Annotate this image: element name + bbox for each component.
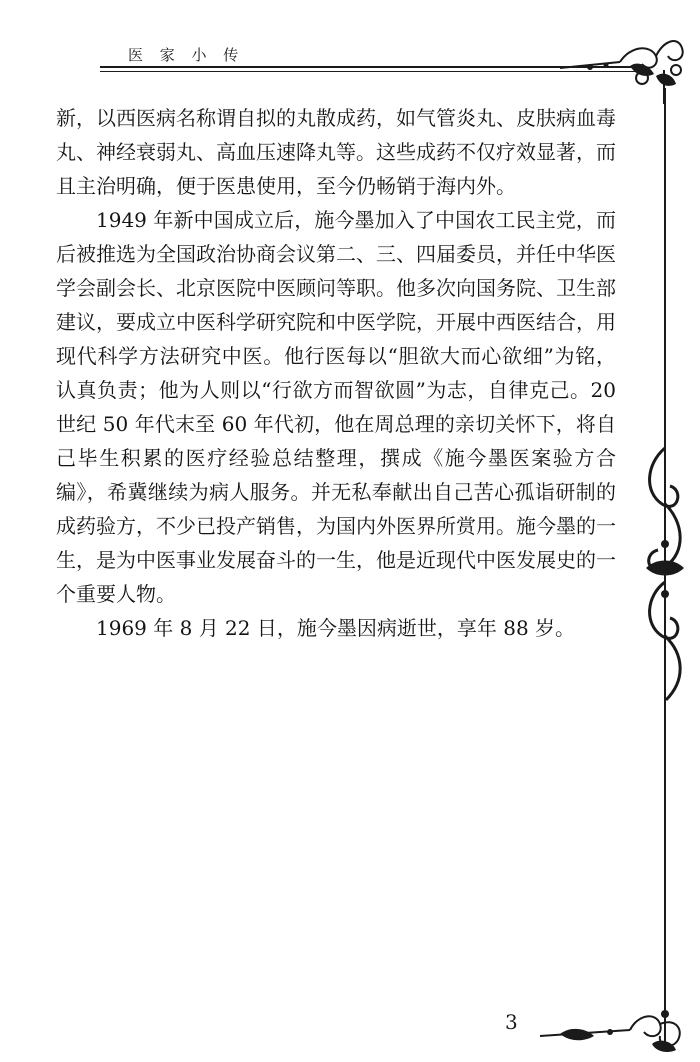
paragraph: 1949 年新中国成立后，施今墨加入了中国农工民主党，而后被推选为全国政治协商会议第二、三、四届委员，并任中华医学会副会长、北京医院中医顾问等职。他多次向国务院、卫生部建议，要成立中医科学研究院和中医学院，开展中西医结合，用现代科学方法研究中医。他行医每以“胆欲大而心欲细”为铭，认真负责；他为人则以“行欲方而智欲圆”为志，自律克己。20 世纪 50 年代末至 60 年代初，他在周总理的亲切关怀下，将自己毕生积累的医疗经验总结整理，撰成《施今墨医案验方合编》，希冀继续为病人服务。并无私奉献出自己苦心孤诣研制的成药验方，不少已投产销售，为国内外医界所赏用。施今墨的一生，是为中医事业发展奋斗的一生，他是近现代中医发展史的一个重要人物。 xyxy=(56,208,616,606)
paragraph: 新，以西医病名称谓自拟的丸散成药，如气管炎丸、皮肤病血毒丸、神经衰弱丸、高血压速降丸等。这些成药不仅疗效显著，而且主治明确，便于医患使用，至今仍畅销于海内外。 xyxy=(56,106,616,198)
body-text xyxy=(56,101,616,645)
paragraph: 1969 年 8 月 22 日，施今墨因病逝世，享年 88 岁。 xyxy=(96,616,576,640)
header-rule xyxy=(100,66,640,68)
bottom-corner-ornament-icon xyxy=(540,984,690,1060)
running-head: 医 家 小 传 xyxy=(128,46,245,64)
header-rule-thin xyxy=(100,71,640,72)
side-scroll-ornament-icon xyxy=(632,444,698,704)
top-corner-ornament-icon xyxy=(560,26,690,106)
page-number: 3 xyxy=(505,1010,518,1034)
